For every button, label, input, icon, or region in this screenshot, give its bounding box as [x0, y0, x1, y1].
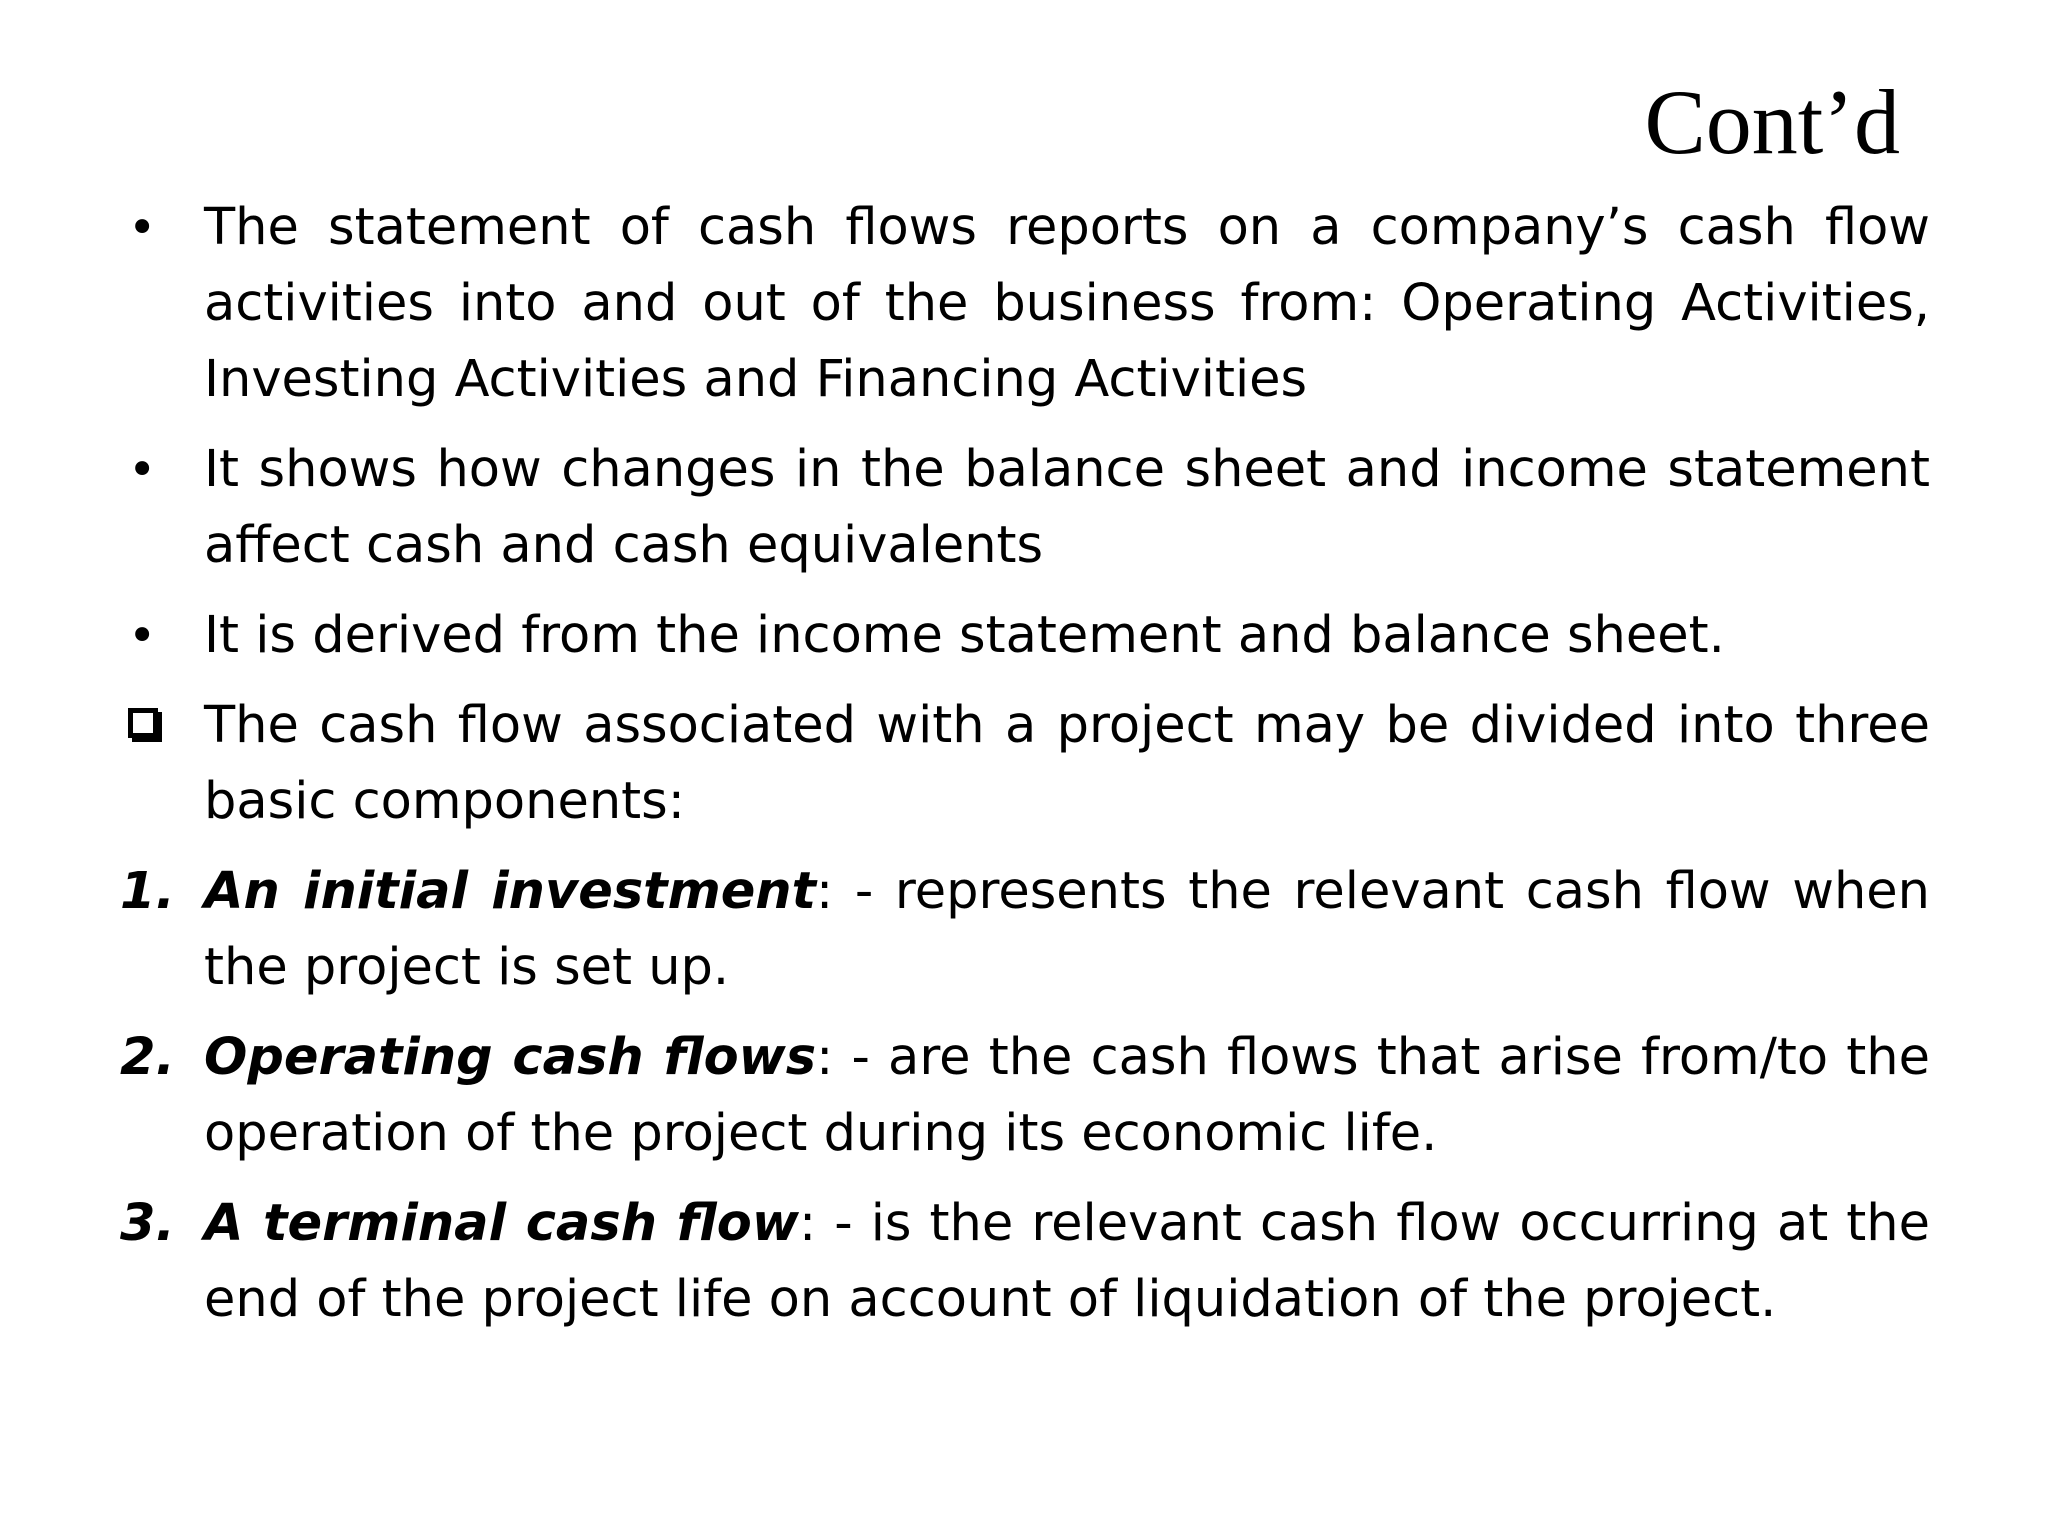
component-number: 2. [120, 1028, 175, 1087]
component-term: A terminal cash flow [204, 1194, 799, 1253]
component-number: 1. [120, 862, 175, 921]
bullet-text: It shows how changes in the balance sheet and income statement affect cash and cash equivalents [204, 440, 1930, 575]
checkbox-bullet [120, 688, 204, 738]
bullet-text: It is derived from the income statement and balance sheet. [204, 606, 1725, 665]
component-desc: : - is the relevant cash flow occurring at the end of the project life on account of liquidation of the project. [204, 1194, 1930, 1329]
component-item [120, 854, 1930, 1006]
bullet-item [120, 598, 1930, 674]
checkbox-square-icon [128, 708, 158, 738]
component-term: An initial investment [204, 862, 816, 921]
component-text [204, 854, 1930, 1006]
component-desc: : - are the cash flows that arise from/to the operation of the project during its economic life. [204, 1028, 1930, 1163]
component-text [204, 1186, 1930, 1338]
bullet-item [120, 432, 1930, 584]
bullet-item [120, 190, 1930, 418]
component-item [120, 1020, 1930, 1172]
bullet-marker: • [128, 442, 157, 498]
component-text [204, 1020, 1930, 1172]
checkbox-item-text: The cash flow associated with a project may be divided into three basic components: [204, 696, 1930, 831]
slide-title: Cont’d [1644, 71, 1900, 173]
slide-content [120, 190, 1930, 1352]
component-number: 3. [120, 1194, 175, 1253]
bullet-marker: • [128, 200, 157, 256]
checkbox-item [120, 688, 1930, 840]
component-term: Operating cash flows [204, 1028, 817, 1087]
bullet-marker: • [128, 608, 157, 664]
component-desc: : - represents the relevant cash flow when the project is set up. [204, 862, 1931, 997]
component-item [120, 1186, 1930, 1338]
bullet-text: The statement of cash flows reports on a company’s cash flow activities into and out of the business from: Operating Activities, Investing Activities and Financing Activities [204, 198, 1930, 409]
